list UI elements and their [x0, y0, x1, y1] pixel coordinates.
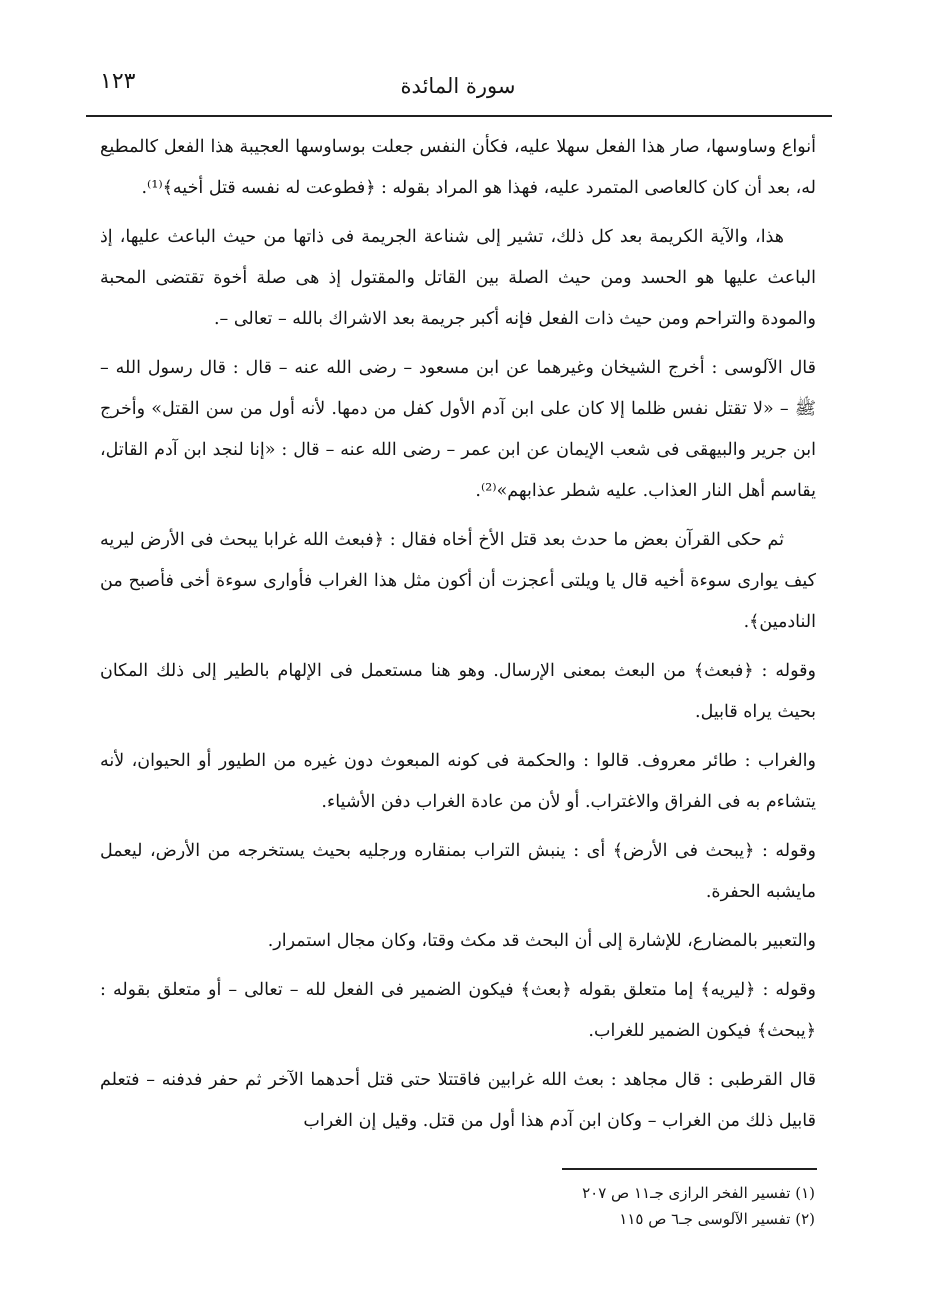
paragraph: وقوله : ﴿يبحث فى الأرض﴾ أى : ينبش التراب بمنقاره ورجليه بحيث يستخرجه من الأرض، ليعمل مايشبه الحفرة.	[100, 841, 816, 902]
footnotes	[330, 1180, 815, 1232]
body-text	[100, 127, 816, 1150]
paragraph: أنواع وساوسها، صار هذا الفعل سهلا عليه، فكأن النفس جعلت بوساوسها العجيبة هذا الفعل كالمطيع له، بعد أن كان كالعاصى المتمرد عليه، فهذا هو المراد بقوله : ﴿فطوعت له نفسه قتل أخيه﴾⁽¹⁾.	[100, 137, 816, 198]
paragraph: وقوله : ﴿فبعث﴾ من البعث بمعنى الإرسال. وهو هنا مستعمل فى الإلهام بالطير إلى ذلك المكان بحيث يراه قابيل.	[100, 661, 816, 722]
paragraph: ثم حكى القرآن بعض ما حدث بعد قتل الأخ أخاه فقال : ﴿فبعث الله غرابا يبحث فى الأرض ليريه كيف يوارى سوءة أخيه قال يا ويلتى أعجزت أن أكون مثل هذا الغراب فأوارى سوءة أخى فأصبح من النادمين﴾.	[100, 530, 816, 632]
paragraph: قال الآلوسى : أخرج الشيخان وغيرهما عن ابن مسعود – رضى الله عنه – قال : قال رسول الله – ﷺ – «لا تقتل نفس ظلما إلا كان على ابن آدم الأول كفل من دمها. لأنه أول من سن القتل» وأخرج ابن جرير والبيهقى فى شعب الإيمان عن ابن عمر – رضى الله عنه – قال : «إنا لنجد ابن آدم القاتل، يقاسم أهل النار العذاب. عليه شطر عذابهم»⁽²⁾.	[100, 358, 816, 501]
footnote-1: (١) تفسير الفخر الرازى جـ١١ ص ٢٠٧	[582, 1184, 815, 1202]
paragraph: والغراب : طائر معروف. قالوا : والحكمة فى كونه المبعوث دون غيره من الطيور أو الحيوان، لأنه يتشاءم به فى الفراق والاغتراب. أو لأن من عادة الغراب دفن الأشياء.	[100, 751, 816, 812]
paragraph: هذا، والآية الكريمة بعد كل ذلك، تشير إلى شناعة الجريمة فى ذاتها من حيث الباعث عليها، إذ الباعث عليها هو الحسد ومن حيث الصلة بين القاتل والمقتول إذ هى صلة أخوة تقتضى المحبة والمودة والتراحم ومن حيث ذات الفعل فإنه أكبر جريمة بعد الاشراك بالله – تعالى –.	[100, 227, 816, 329]
paragraph: والتعبير بالمضارع، للإشارة إلى أن البحث قد مكث وقتا، وكان مجال استمرار.	[267, 931, 816, 951]
header-rule	[86, 115, 832, 117]
paragraph: قال القرطبى : قال مجاهد : بعث الله غرابين فاقتتلا حتى قتل أحدهما الآخر ثم حفر فدفنه – فتعلم قابيل ذلك من الغراب – وكان ابن آدم هذا أول من قتل. وقيل إن الغراب	[100, 1070, 816, 1131]
running-title: سورة المائدة	[400, 74, 516, 98]
footnote-rule	[562, 1168, 817, 1170]
page-header	[88, 64, 828, 108]
paragraph: وقوله : ﴿ليريه﴾ إما متعلق بقوله ﴿بعث﴾ فيكون الضمير فى الفعل لله – تعالى – أو متعلق بقوله : ﴿يبحث﴾ فيكون الضمير للغراب.	[100, 980, 816, 1041]
footnote-2: (٢) تفسير الآلوسى جـ٦ ص ١١٥	[619, 1210, 815, 1228]
page-number: ١٢٣	[100, 69, 136, 94]
